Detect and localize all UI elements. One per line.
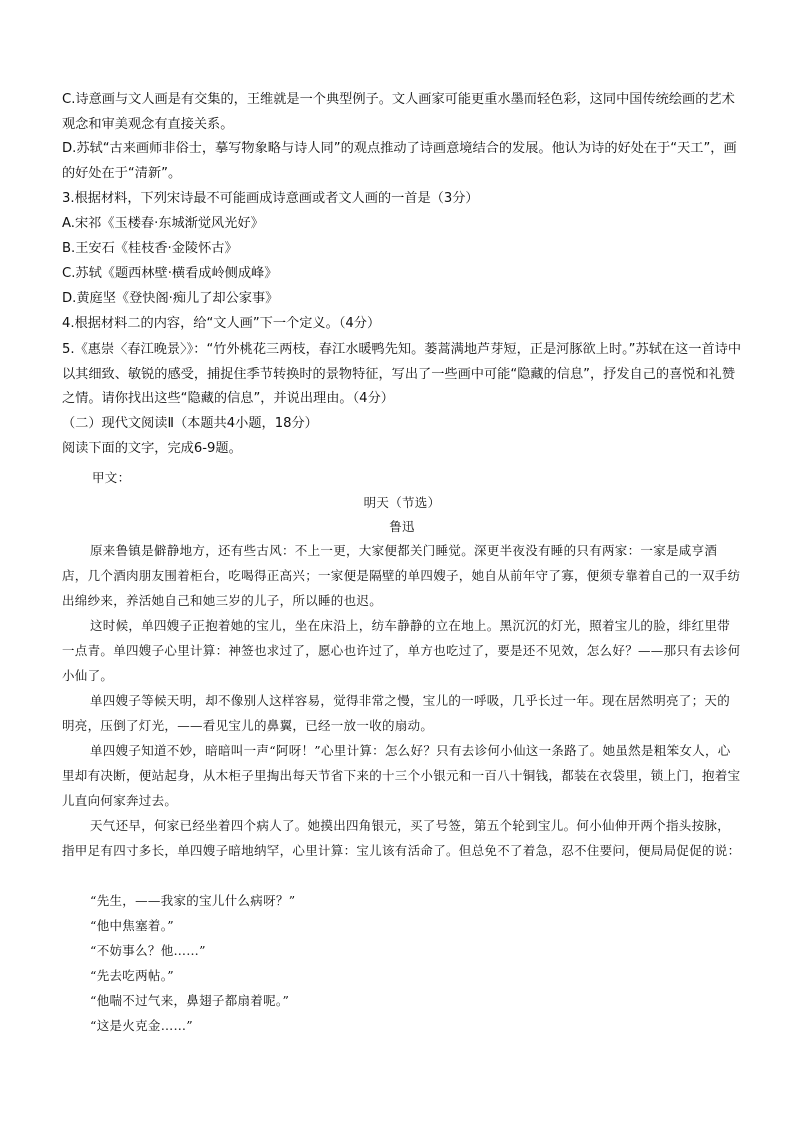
dialogue-line: “这是火克金……” <box>90 1018 193 1033</box>
story-author: 鲁迅 <box>389 519 415 534</box>
dialogue-line: “他喘不过气来，鼻翅子都扇着呢。” <box>90 993 290 1008</box>
question-3-option-d: D.黄庭坚《登快阁·痴儿了却公家事》 <box>62 291 279 306</box>
text-label: 甲文： <box>92 470 131 485</box>
dialogue-line: “不妨事么？他……” <box>90 943 206 958</box>
story-paragraph: 原来鲁镇是僻静地方，还有些古风：不上一更，大家便都关门睡觉。深更半夜没有睡的只有两家：一家是咸亨酒店，几个酒肉朋友围着柜台，吃喝得正高兴；一家便是隔壁的单四嫂子，她自从前年守了寡，便须专靠着自己的一双手纺出绵纱来，养活她自己和她三岁的儿子，所以睡的也迟。 <box>62 543 741 608</box>
question-3-option-c: C.苏轼《题西林壁·横看成岭侧成峰》 <box>62 266 278 281</box>
story-paragraph: 单四嫂子等候天明，却不像别人这样容易，觉得非常之慢，宝儿的一呼吸，几乎长过一年。现在居然明亮了；天的明亮，压倒了灯光，——看见宝儿的鼻翼，已经一放一收的扇动。 <box>62 693 731 733</box>
story-paragraph: 天气还早，何家已经坐着四个病人了。她摸出四角银元，买了号签，第五个轮到宝儿。何小仙伸开两个指头按脉，指甲足有四寸多长，单四嫂子暗地纳罕，心里计算：宝儿该有活命了。但总免不了着急，忍不住要问，便局局促促的说： <box>62 818 741 858</box>
dialogue-line: “先去吃两帖。” <box>90 968 174 983</box>
question-3-option-a: A.宋祁《玉楼春·东城渐觉风光好》 <box>62 216 264 231</box>
question-5: 5.《惠崇〈春江晚景〉》：“竹外桃花三两枝，春江水暖鸭先知。蒌蒿满地芦芽短，正是河豚欲上时。”苏轼在这一首诗中以其细致、敏锐的感受，捕捉住季节转换时的景物特征，写出了一些画中可能“隐藏的信息”，抒发自己的喜悦和礼赞之情。请你找出这些“隐藏的信息”，并说出理由。（4分） <box>62 342 742 406</box>
question-3-option-b: B.王安石《桂枝香·金陵怀古》 <box>62 241 238 256</box>
section-2-heading: （二）现代文阅读Ⅱ（本题共4小题，18分） <box>62 416 318 431</box>
question-4: 4.根据材料二的内容，给“文人画”下一个定义。（4分） <box>62 316 381 331</box>
story-title: 明天（节选） <box>363 495 441 510</box>
story-paragraph: 单四嫂子知道不妙，暗暗叫一声“阿呀！”心里计算：怎么好？只有去诊何小仙这一条路了。她虽然是粗笨女人，心里却有决断，便站起身，从木柜子里掏出每天节省下来的十三个小银元和一百八十铜钱，都装在衣袋里，锁上门，抱着宝儿直向何家奔过去。 <box>62 743 741 808</box>
dialogue-line: “先生，——我家的宝儿什么病呀？” <box>90 893 296 908</box>
option-2d: D.苏轼“古来画师非俗士，摹写物象略与诗人同”的观点推动了诗画意境结合的发展。他认为诗的好处在于“天工”，画的好处在于“清新”。 <box>62 141 737 181</box>
option-2c: C.诗意画与文人画是有交集的，王维就是一个典型例子。文人画家可能更重水墨而轻色彩，这同中国传统绘画的艺术观念和审美观念有直接关系。 <box>62 92 735 132</box>
dialogue-line: “他中焦塞着。” <box>90 918 174 933</box>
story-paragraph: 这时候，单四嫂子正抱着她的宝儿，坐在床沿上，纺车静静的立在地上。黑沉沉的灯光，照着宝儿的脸，绯红里带一点青。单四嫂子心里计算：神签也求过了，愿心也许过了，单方也吃过了，要是还不见效，怎么好？——那只有去诊何小仙了。 <box>62 618 741 683</box>
section-2-instruction: 阅读下面的文字，完成6-9题。 <box>62 441 242 456</box>
question-3-stem: 3.根据材料，下列宋诗最不可能画成诗意画或者文人画的一首是（3分） <box>62 191 479 206</box>
